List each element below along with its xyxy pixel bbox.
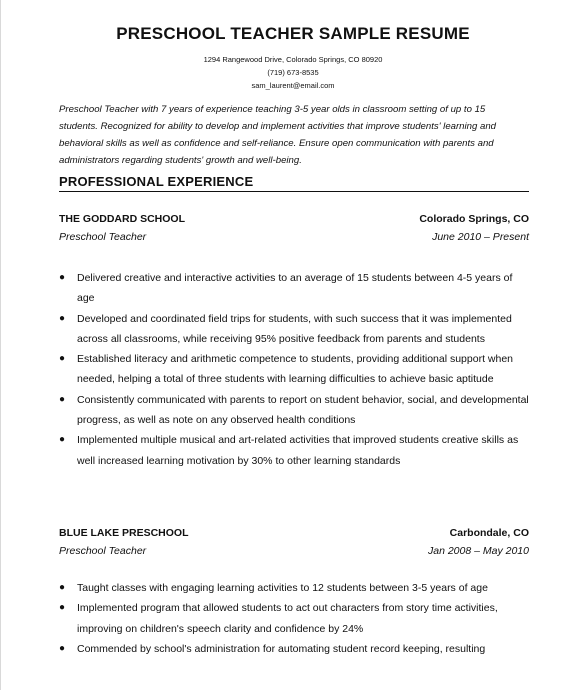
- bullet-icon: ●: [59, 642, 66, 654]
- list-item: ● Delivered creative and interactive activities to an average of 15 students between 4-5 years of age: [59, 268, 529, 309]
- bullet-icon: ●: [59, 312, 66, 324]
- bullet-icon: ●: [59, 434, 66, 446]
- job-position: Preschool Teacher: [59, 545, 147, 557]
- job-location: Colorado Springs, CO: [419, 213, 529, 225]
- job-subheader: [59, 231, 529, 247]
- job-subheader: [59, 545, 529, 561]
- job-position: Preschool Teacher: [59, 231, 147, 243]
- job-bullet-list: [59, 578, 529, 659]
- bullet-icon: ●: [59, 353, 66, 365]
- resume-title: PRESCHOOL TEACHER SAMPLE RESUME: [116, 24, 470, 43]
- employer-name: BLUE LAKE PRESCHOOL: [59, 527, 189, 539]
- contact-address: 1294 Rangewood Drive, Colorado Springs, CO 80920: [203, 55, 383, 64]
- bullet-icon: ●: [59, 602, 66, 614]
- list-item: ● Consistently communicated with parents to report on student behavior, social, and developmental progress, as well as note on any observed health conditions: [59, 390, 529, 431]
- bullet-icon: ●: [59, 582, 66, 593]
- job-dates: June 2010 – Present: [432, 231, 529, 243]
- bullet-icon: ●: [59, 272, 66, 283]
- list-item: ● Implemented program that allowed students to act out characters from story time activities, improving on children's speech clarity and confidence by 24%: [59, 598, 529, 639]
- job-header: [59, 213, 529, 229]
- employer-name: THE GODDARD SCHOOL: [59, 213, 185, 225]
- contact-email[interactable]: sam_laurent@email.com: [251, 81, 335, 90]
- contact-phone: (719) 673-8535: [267, 68, 319, 77]
- list-item: ● Implemented multiple musical and art-related activities that improved students creative skills as well increased learning motivation by 30% to other learning standards: [59, 430, 529, 471]
- bullet-icon: ●: [59, 393, 66, 405]
- job-location: Carbondale, CO: [449, 527, 529, 539]
- section-divider: [59, 191, 529, 192]
- list-item: ● Developed and coordinated field trips for students, with such success that it was implemented across all classrooms, while receiving 95% positive feedback from parents and students: [59, 309, 529, 350]
- job-bullet-list: [59, 268, 529, 471]
- list-item: ● Commended by school's administration for automating student record keeping, resulting: [59, 639, 529, 659]
- list-item: ● Taught classes with engaging learning activities to 12 students between 3-5 years of age: [59, 578, 529, 598]
- section-heading-experience: PROFESSIONAL EXPERIENCE: [59, 174, 254, 189]
- list-item: ● Established literacy and arithmetic competence to students, providing additional support when needed, helping a total of three students with learning difficulties to achieve basic aptitude: [59, 349, 529, 390]
- summary-paragraph: Preschool Teacher with 7 years of experience teaching 3-5 year olds in classroom setting of up to 15 students. Recognized for ability to develop and implement activities that improve students' learning and behavioral skills as well as confidence and self-reliance. Ensure open communication with parents and administrators regarding students' growth and well-being.: [59, 104, 496, 166]
- job-header: [59, 527, 529, 543]
- job-dates: Jan 2008 – May 2010: [428, 545, 529, 557]
